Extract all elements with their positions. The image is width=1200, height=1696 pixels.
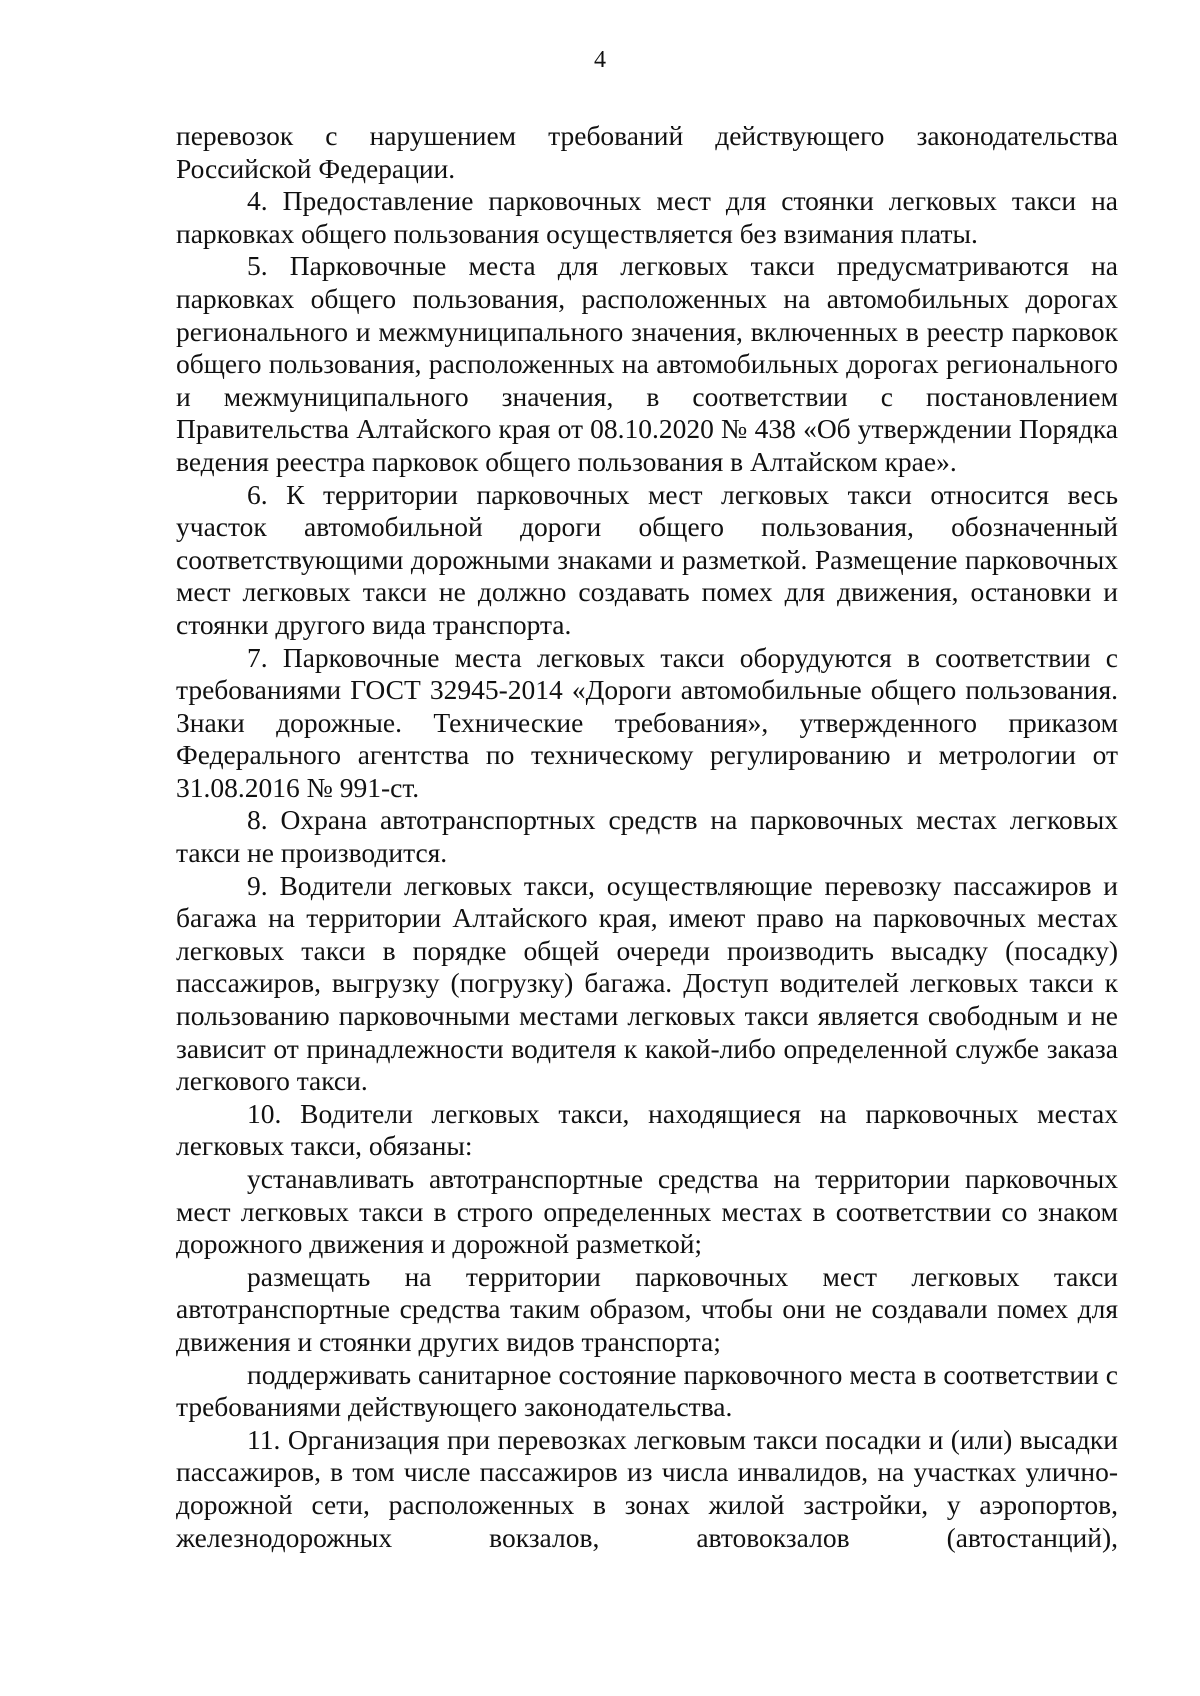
- duty-list-item: устанавливать автотранспортные средства на территории парковочных мест легковых такси в строго определенных местах в соответствии со знаком дорожного движения и дорожной разметкой;: [176, 1163, 1118, 1260]
- duty-list-item: поддерживать санитарное состояние парковочного места в соответствии с требованиями действующего законодательства.: [176, 1358, 1118, 1423]
- paragraph-item-9: 9. Водители легковых такси, осуществляющие перевозку пассажиров и багажа на территории Алтайского края, имеют право на парковочных местах легковых такси в порядке общей очереди производить высадку (посадку) пассажиров, выгрузку (погрузку) багажа. Доступ водителей легковых такси к пользованию парковочными местами легковых такси является свободным и не зависит от принадлежности водителя к какой-либо определенной службе заказа легкового такси.: [176, 869, 1118, 1097]
- duty-list-item: размещать на территории парковочных мест легковых такси автотранспортные средства таким образом, чтобы они не создавали помех для движения и стоянки других видов транспорта;: [176, 1260, 1118, 1357]
- paragraph-item-6: 6. К территории парковочных мест легковых такси относится весь участок автомобильной дороги общего пользования, обозначенный соответствующими дорожными знаками и разметкой. Размещение парковочных мест легковых такси не должно создавать помех для движения, остановки и стоянки другого вида транспорта.: [176, 478, 1118, 640]
- paragraph-item-5: 5. Парковочные места для легковых такси предусматриваются на парковках общего пользования, расположенных на автомобильных дорогах регионального и межмуниципального значения, включенных в реестр парковок общего пользования, расположенных на автомобильных дорогах регионального и межмуниципального значения, в соответствии с постановлением Правительства Алтайского края от 08.10.2020 № 438 «Об утверждении Порядка ведения реестра парковок общего пользования в Алтайском крае».: [176, 250, 1118, 477]
- paragraph-item-10: 10. Водители легковых такси, находящиеся на парковочных местах легковых такси, обязаны:: [176, 1097, 1118, 1162]
- paragraph-continuation: перевозок с нарушением требований действующего законодательства Российской Федерации.: [176, 120, 1118, 184]
- paragraph-item-8: 8. Охрана автотранспортных средств на парковочных местах легковых такси не производится.: [176, 804, 1118, 869]
- page-number: 4: [594, 47, 606, 73]
- paragraph-item-7: 7. Парковочные места легковых такси оборудуются в соответствии с требованиями ГОСТ 32945-2014 «Дороги автомобильные общего пользования. Знаки дорожные. Технические требования», утвержденного приказом Федерального агентства по техническому регулированию и метрологии от 31.08.2016 № 991-ст.: [176, 641, 1118, 803]
- paragraph-item-4: 4. Предоставление парковочных мест для стоянки легковых такси на парковках общего пользования осуществляется без взимания платы.: [176, 185, 1118, 249]
- document-body: [176, 120, 1118, 1554]
- paragraph-item-11: 11. Организация при перевозках легковым такси посадки и (или) высадки пассажиров, в том числе пассажиров из числа инвалидов, на участках улично-дорожной сети, расположенных в зонах жилой застройки, у аэропортов, железнодорожных вокзалов, автовокзалов (автостанций),: [176, 1423, 1118, 1553]
